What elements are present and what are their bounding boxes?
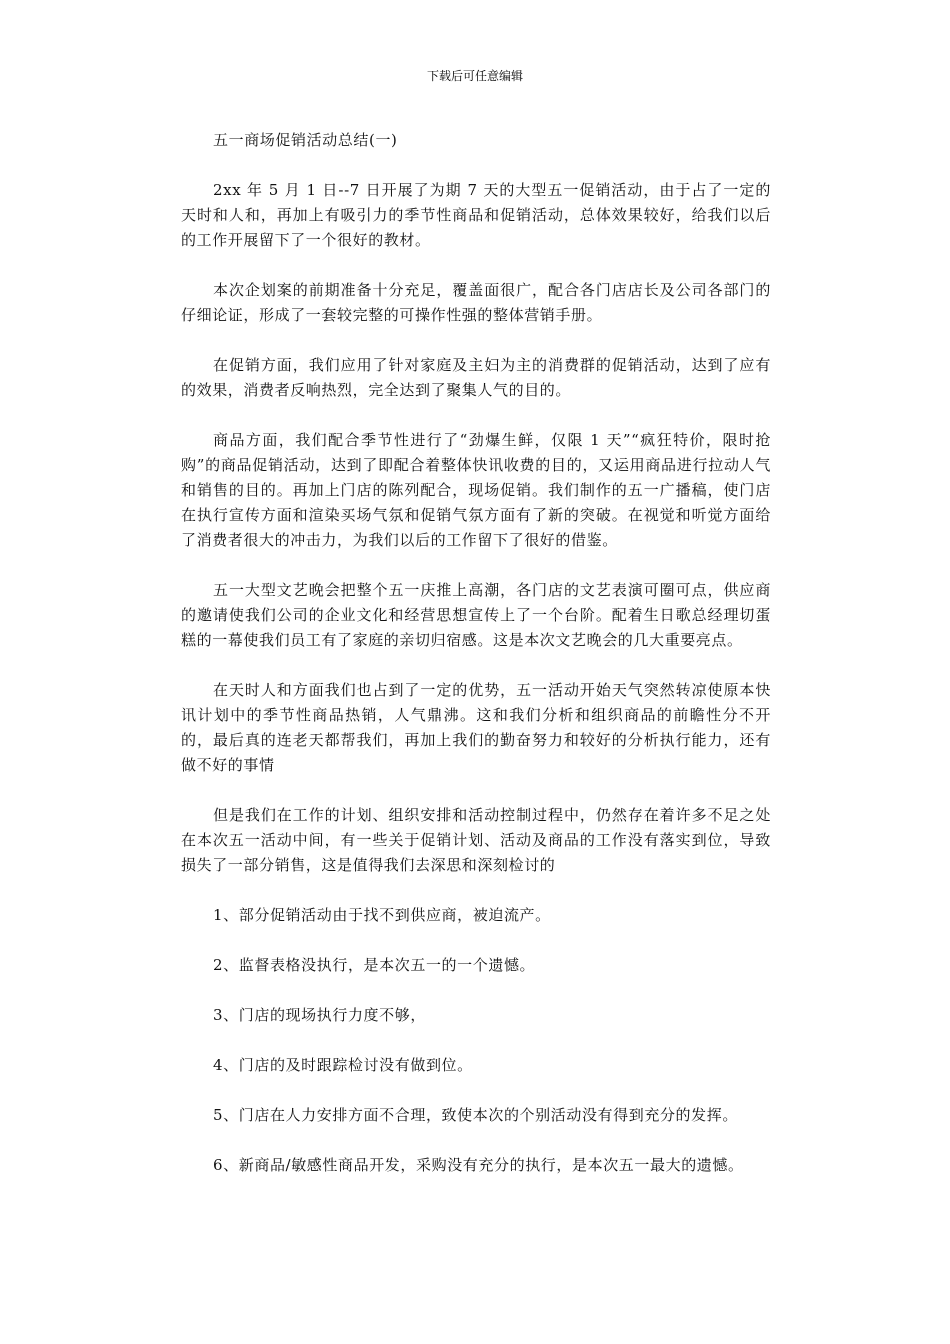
paragraph-gala: 五一大型文艺晚会把整个五一庆推上高潮，各门店的文艺表演可圈可点，供应商的邀请使我们公司的企业文化和经营思想宣传上了一个台阶。配着生日歌总经理切蛋糕的一幕使我们员工有了家庭的亲切归宿感。这是本次文艺晚会的几大重要亮点。 bbox=[181, 581, 771, 649]
document-title: 五一商场促销活动总结(一) bbox=[213, 131, 398, 149]
list-item: 2、监督表格没执行，是本次五一的一个遗憾。 bbox=[213, 956, 536, 974]
paragraph-advantage: 在天时人和方面我们也占到了一定的优势，五一活动开始天气突然转凉使原本快讯计划中的季节性商品热销，人气鼎沸。这和我们分析和组织商品的前瞻性分不开的，最后真的连老天都帮我们，再加上我们的勤奋努力和较好的分析执行能力，还有做不好的事情 bbox=[181, 681, 771, 774]
list-item: 1、部分促销活动由于找不到供应商，被迫流产。 bbox=[213, 906, 551, 924]
list-item: 3、门店的现场执行力度不够， bbox=[213, 1006, 426, 1024]
paragraph-intro: 2xx 年 5 月 1 日--7 日开展了为期 7 天的大型五一促销活动，由于占了一定的天时和人和，再加上有吸引力的季节性商品和促销活动，总体效果较好，给我们以后的工作开展留下了一个很好的教材。 bbox=[181, 181, 771, 249]
page-header: 下载后可任意编辑 bbox=[426, 69, 523, 83]
list-item: 4、门店的及时跟踪检讨没有做到位。 bbox=[213, 1056, 473, 1074]
paragraph-promotion: 在促销方面，我们应用了针对家庭及主妇为主的消费群的促销活动，达到了应有的效果，消费者反响热烈，完全达到了聚集人气的目的。 bbox=[181, 356, 771, 399]
paragraph-shortcomings: 但是我们在工作的计划、组织安排和活动控制过程中，仍然存在着许多不足之处在本次五一活动中间，有一些关于促销计划、活动及商品的工作没有落实到位，导致损失了一部分销售，这是值得我们去深思和深刻检讨的 bbox=[181, 806, 771, 874]
paragraph-merchandise: 商品方面，我们配合季节性进行了“劲爆生鲜，仅限 1 天”“疯狂特价，限时抢购”的商品促销活动，达到了即配合着整体快讯收费的目的，又运用商品进行拉动人气和销售的目的。再加上门店的陈列配合，现场促销。我们制作的五一广播稿，使门店在执行宣传方面和渲染买场气氛和促销气氛方面有了新的突破。在视觉和听觉方面给了消费者很大的冲击力，为我们以后的工作留下了很好的借鉴。 bbox=[181, 431, 771, 549]
document-body bbox=[181, 128, 771, 1203]
list-item: 5、门店在人力安排方面不合理，致使本次的个别活动没有得到充分的发挥。 bbox=[213, 1106, 738, 1124]
list-item: 6、新商品/敏感性商品开发，采购没有充分的执行，是本次五一最大的遗憾。 bbox=[213, 1156, 744, 1174]
paragraph-planning: 本次企划案的前期准备十分充足，覆盖面很广，配合各门店店长及公司各部门的仔细论证，形成了一套较完整的可操作性强的整体营销手册。 bbox=[181, 281, 771, 324]
